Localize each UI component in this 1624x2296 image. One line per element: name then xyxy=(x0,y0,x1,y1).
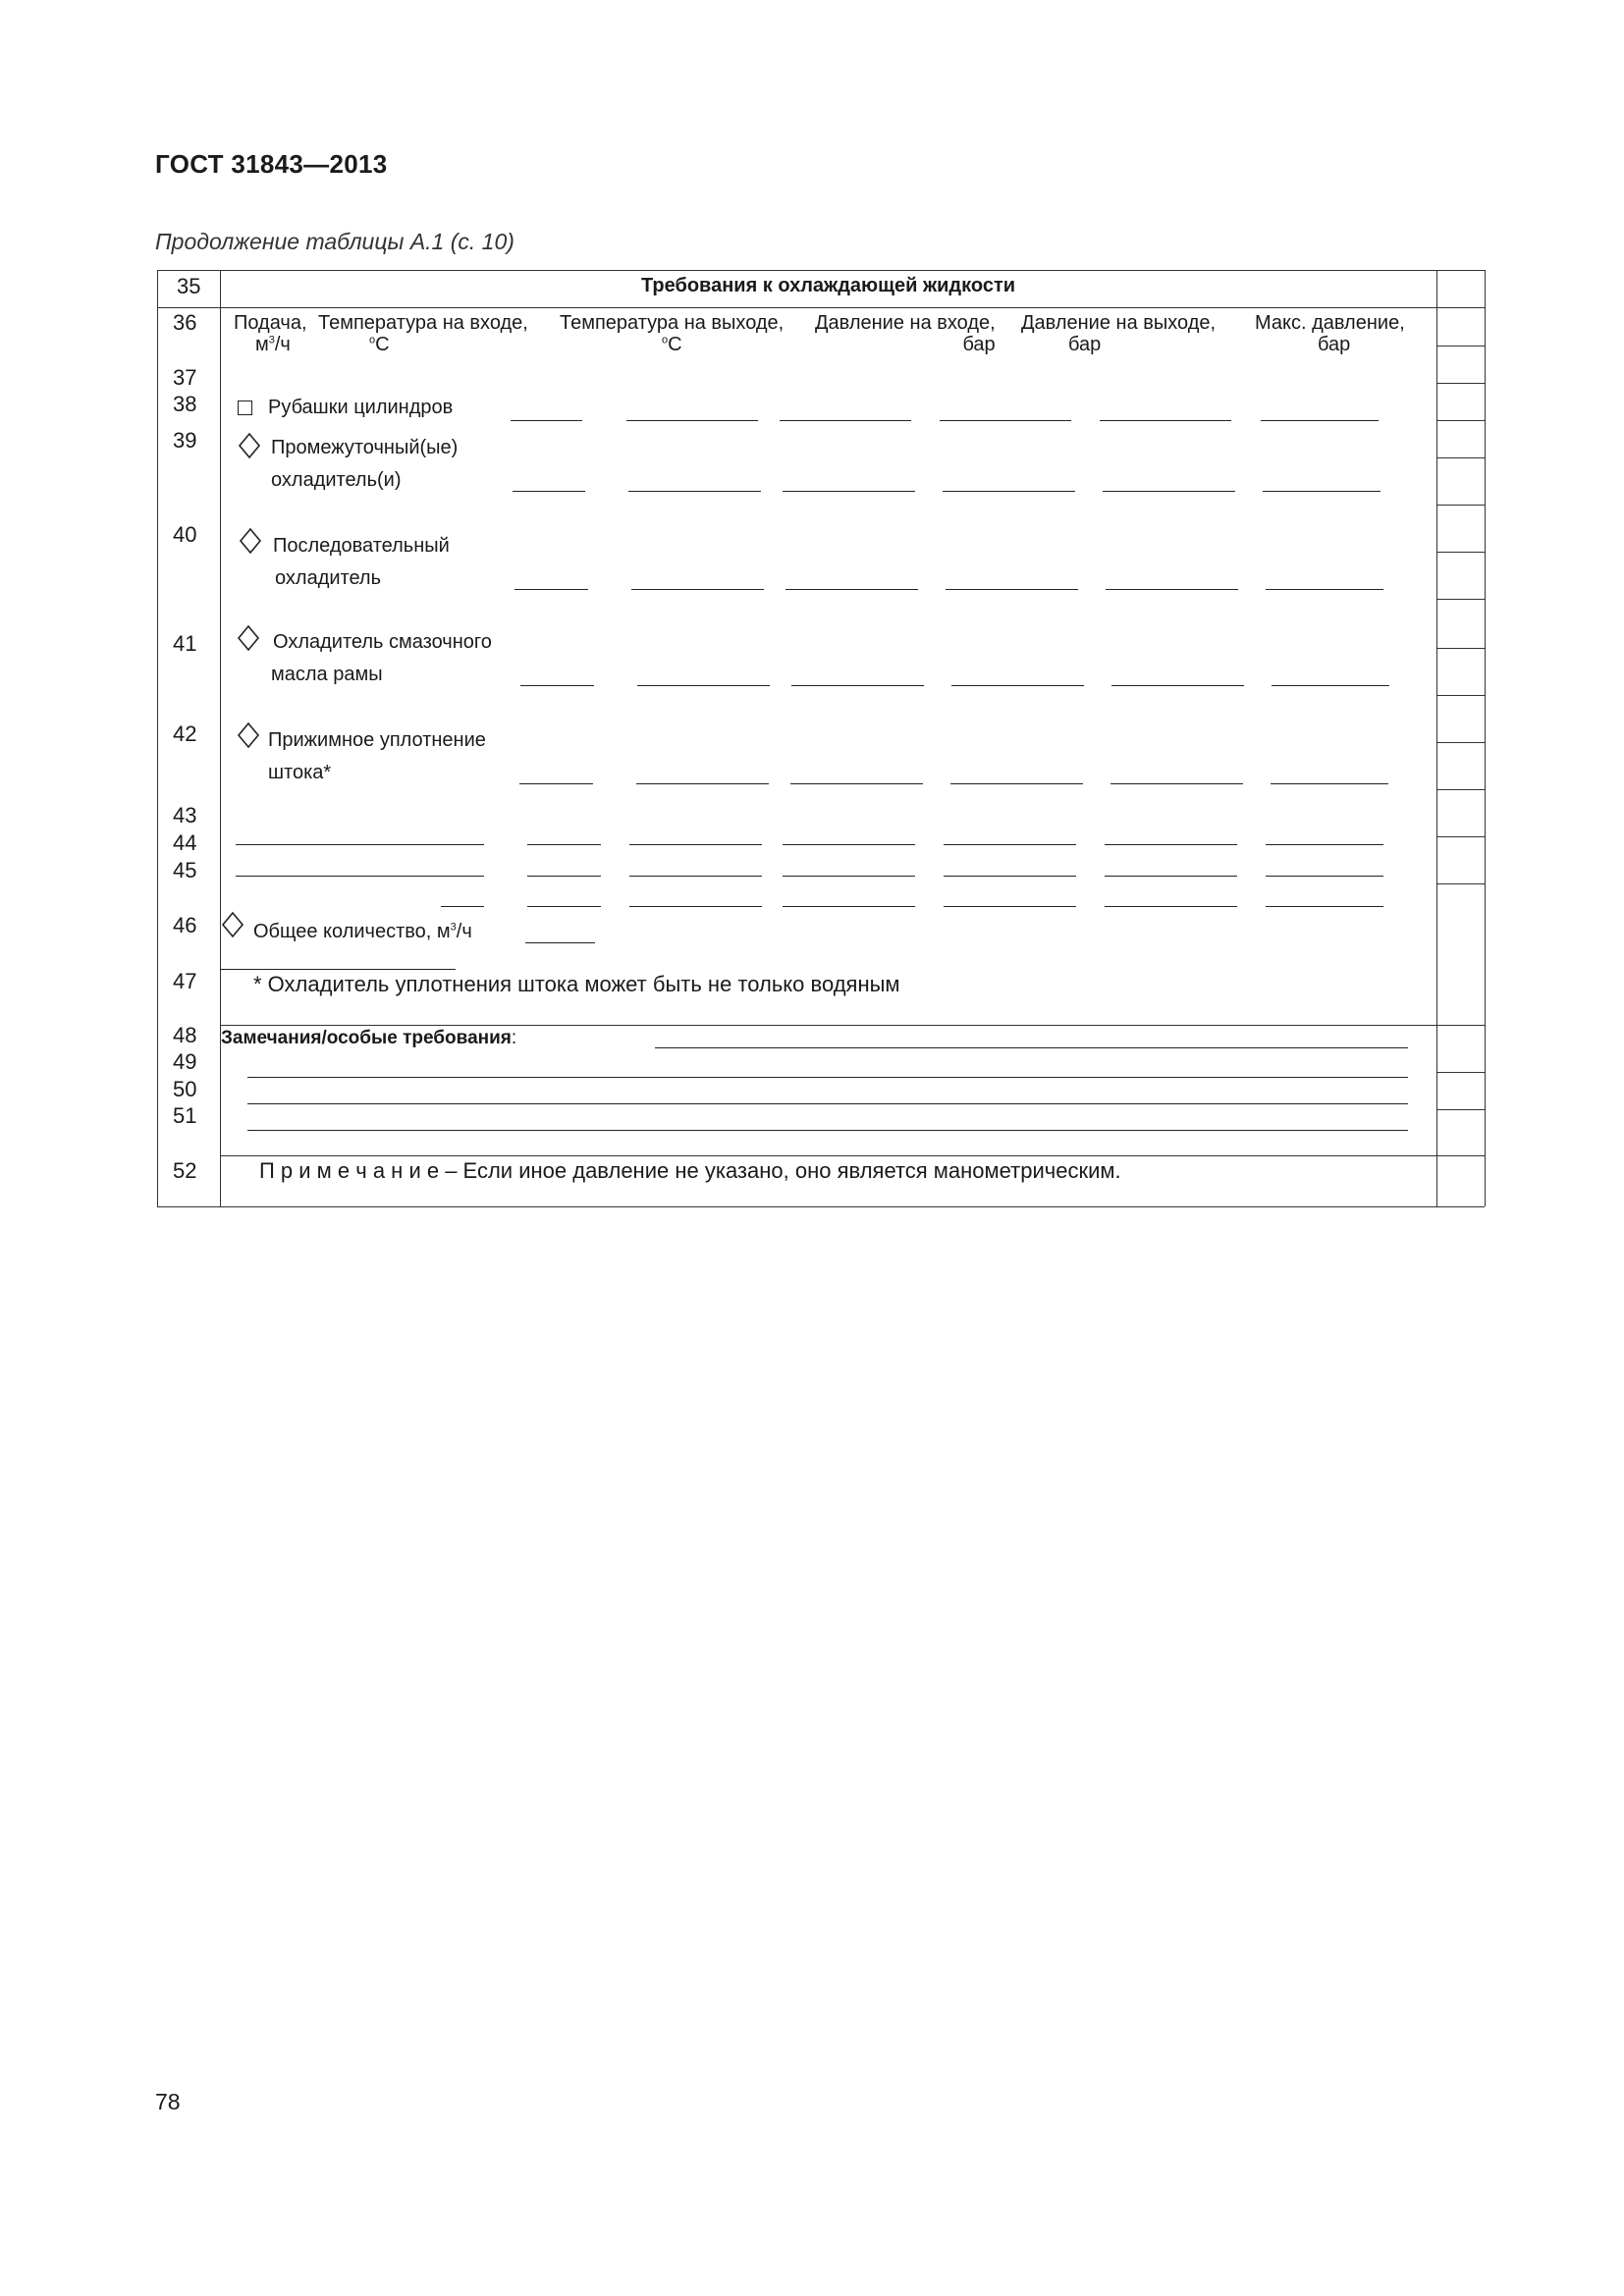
document-standard-number: ГОСТ 31843—2013 xyxy=(155,149,388,179)
blank-field[interactable] xyxy=(514,589,588,590)
section-title: Требования к охлаждающей жидкости xyxy=(640,275,1016,296)
blank-field[interactable] xyxy=(1271,783,1388,784)
note-text: П р и м е ч а н и е – Если иное давление не указано, оно является манометрическим. xyxy=(259,1158,1121,1183)
row-number: 51 xyxy=(173,1103,197,1128)
blank-field[interactable] xyxy=(628,491,761,492)
item-label-aftercooler: Последовательный xyxy=(273,535,450,557)
blank-field[interactable] xyxy=(1106,589,1238,590)
blank-field[interactable] xyxy=(527,876,601,877)
blank-field[interactable] xyxy=(1266,906,1383,907)
blank-field[interactable] xyxy=(519,783,593,784)
blank-field[interactable] xyxy=(944,906,1076,907)
diamond-checkbox-icon[interactable] xyxy=(221,911,244,938)
blank-field[interactable] xyxy=(790,783,923,784)
blank-field[interactable] xyxy=(1103,491,1235,492)
blank-field[interactable] xyxy=(1266,589,1383,590)
item-label-jackets: Рубашки цилиндров xyxy=(268,397,454,418)
blank-field[interactable] xyxy=(1266,844,1383,845)
blank-field[interactable] xyxy=(946,589,1078,590)
page-number: 78 xyxy=(155,2089,181,2114)
row-number: 38 xyxy=(173,392,197,416)
blank-field[interactable] xyxy=(1105,876,1237,877)
blank-field[interactable] xyxy=(629,876,762,877)
checkbox-square-icon[interactable] xyxy=(238,400,252,415)
blank-field[interactable] xyxy=(1266,876,1383,877)
item-label-oil-cooler: масла рамы xyxy=(271,664,383,685)
blank-field[interactable] xyxy=(236,844,484,845)
blank-field[interactable] xyxy=(1100,420,1231,421)
item-label-rod-packing: Прижимное уплотнение xyxy=(268,729,486,751)
column-header-pressure-out: Давление на выходе, бар xyxy=(1021,312,1217,355)
row-number: 37 xyxy=(173,365,197,390)
row-number: 35 xyxy=(177,274,201,298)
blank-field[interactable] xyxy=(783,876,915,877)
blank-field[interactable] xyxy=(511,420,582,421)
blank-field[interactable] xyxy=(247,1130,1408,1131)
blank-field[interactable] xyxy=(247,1103,1408,1104)
blank-field[interactable] xyxy=(637,685,770,686)
blank-field[interactable] xyxy=(247,1077,1408,1078)
blank-field[interactable] xyxy=(236,876,484,877)
blank-field[interactable] xyxy=(783,906,915,907)
item-label-oil-cooler: Охладитель смазочного xyxy=(273,631,492,653)
blank-field[interactable] xyxy=(783,844,915,845)
column-header-pressure-in: Давление на входе, бар xyxy=(815,312,996,355)
row-number: 39 xyxy=(173,428,197,453)
blank-field[interactable] xyxy=(520,685,594,686)
blank-field[interactable] xyxy=(527,844,601,845)
row-number: 44 xyxy=(173,830,197,855)
blank-field[interactable] xyxy=(527,906,601,907)
blank-field[interactable] xyxy=(791,685,924,686)
column-header-flow: Подача, $м^3/ч$ xyxy=(234,312,307,355)
blank-field[interactable] xyxy=(1110,783,1243,784)
footnote-text: * Охладитель уплотнения штока может быть не только водяным xyxy=(253,972,900,996)
item-label-total-quantity: Общее количество, $м^3/ч$ xyxy=(253,921,472,942)
diamond-checkbox-icon[interactable] xyxy=(237,721,260,749)
blank-field[interactable] xyxy=(1105,906,1237,907)
blank-field[interactable] xyxy=(951,685,1084,686)
blank-field[interactable] xyxy=(629,906,762,907)
row-number: 40 xyxy=(173,522,197,547)
blank-field[interactable] xyxy=(525,942,595,943)
table-caption: Продолжение таблицы А.1 (с. 10) xyxy=(155,229,514,254)
row-number: 45 xyxy=(173,858,197,882)
row-number: 46 xyxy=(173,913,197,937)
row-number: 43 xyxy=(173,803,197,828)
diamond-checkbox-icon[interactable] xyxy=(239,527,262,555)
blank-field[interactable] xyxy=(1111,685,1244,686)
blank-field[interactable] xyxy=(636,783,769,784)
blank-field[interactable] xyxy=(626,420,758,421)
column-header-temp-in: Температура на входе, $^о$С xyxy=(318,312,528,355)
row-number: 49 xyxy=(173,1049,197,1074)
blank-field[interactable] xyxy=(513,491,585,492)
blank-field[interactable] xyxy=(780,420,911,421)
row-number: 50 xyxy=(173,1077,197,1101)
column-header-max-pressure: Макс. давление, бар xyxy=(1255,312,1405,355)
blank-field[interactable] xyxy=(944,876,1076,877)
diamond-checkbox-icon[interactable] xyxy=(237,624,260,652)
row-number: 48 xyxy=(173,1023,197,1047)
blank-field[interactable] xyxy=(1272,685,1389,686)
blank-field[interactable] xyxy=(631,589,764,590)
blank-field[interactable] xyxy=(940,420,1071,421)
item-label-intercooler: охладитель(и) xyxy=(271,469,402,491)
blank-field[interactable] xyxy=(783,491,915,492)
blank-field[interactable] xyxy=(441,906,484,907)
blank-field[interactable] xyxy=(1105,844,1237,845)
blank-field[interactable] xyxy=(655,1047,1408,1048)
diamond-checkbox-icon[interactable] xyxy=(238,432,261,459)
row-number: 47 xyxy=(173,969,197,993)
item-label-rod-packing: штока* xyxy=(268,762,332,783)
item-label-intercooler: Промежуточный(ые) xyxy=(271,437,459,458)
row-number: 52 xyxy=(173,1158,197,1183)
blank-field[interactable] xyxy=(785,589,918,590)
remarks-label: Замечания/особые требования: xyxy=(221,1028,517,1048)
blank-field[interactable] xyxy=(943,491,1075,492)
blank-field[interactable] xyxy=(950,783,1083,784)
item-label-aftercooler: охладитель xyxy=(275,567,382,589)
blank-field[interactable] xyxy=(1261,420,1379,421)
blank-field[interactable] xyxy=(1263,491,1380,492)
blank-field[interactable] xyxy=(944,844,1076,845)
row-number: 41 xyxy=(173,631,197,656)
column-header-temp-out: Температура на выходе, $^о$С xyxy=(560,312,785,355)
row-number: 42 xyxy=(173,721,197,746)
row-number: 36 xyxy=(173,310,197,335)
blank-field[interactable] xyxy=(629,844,762,845)
